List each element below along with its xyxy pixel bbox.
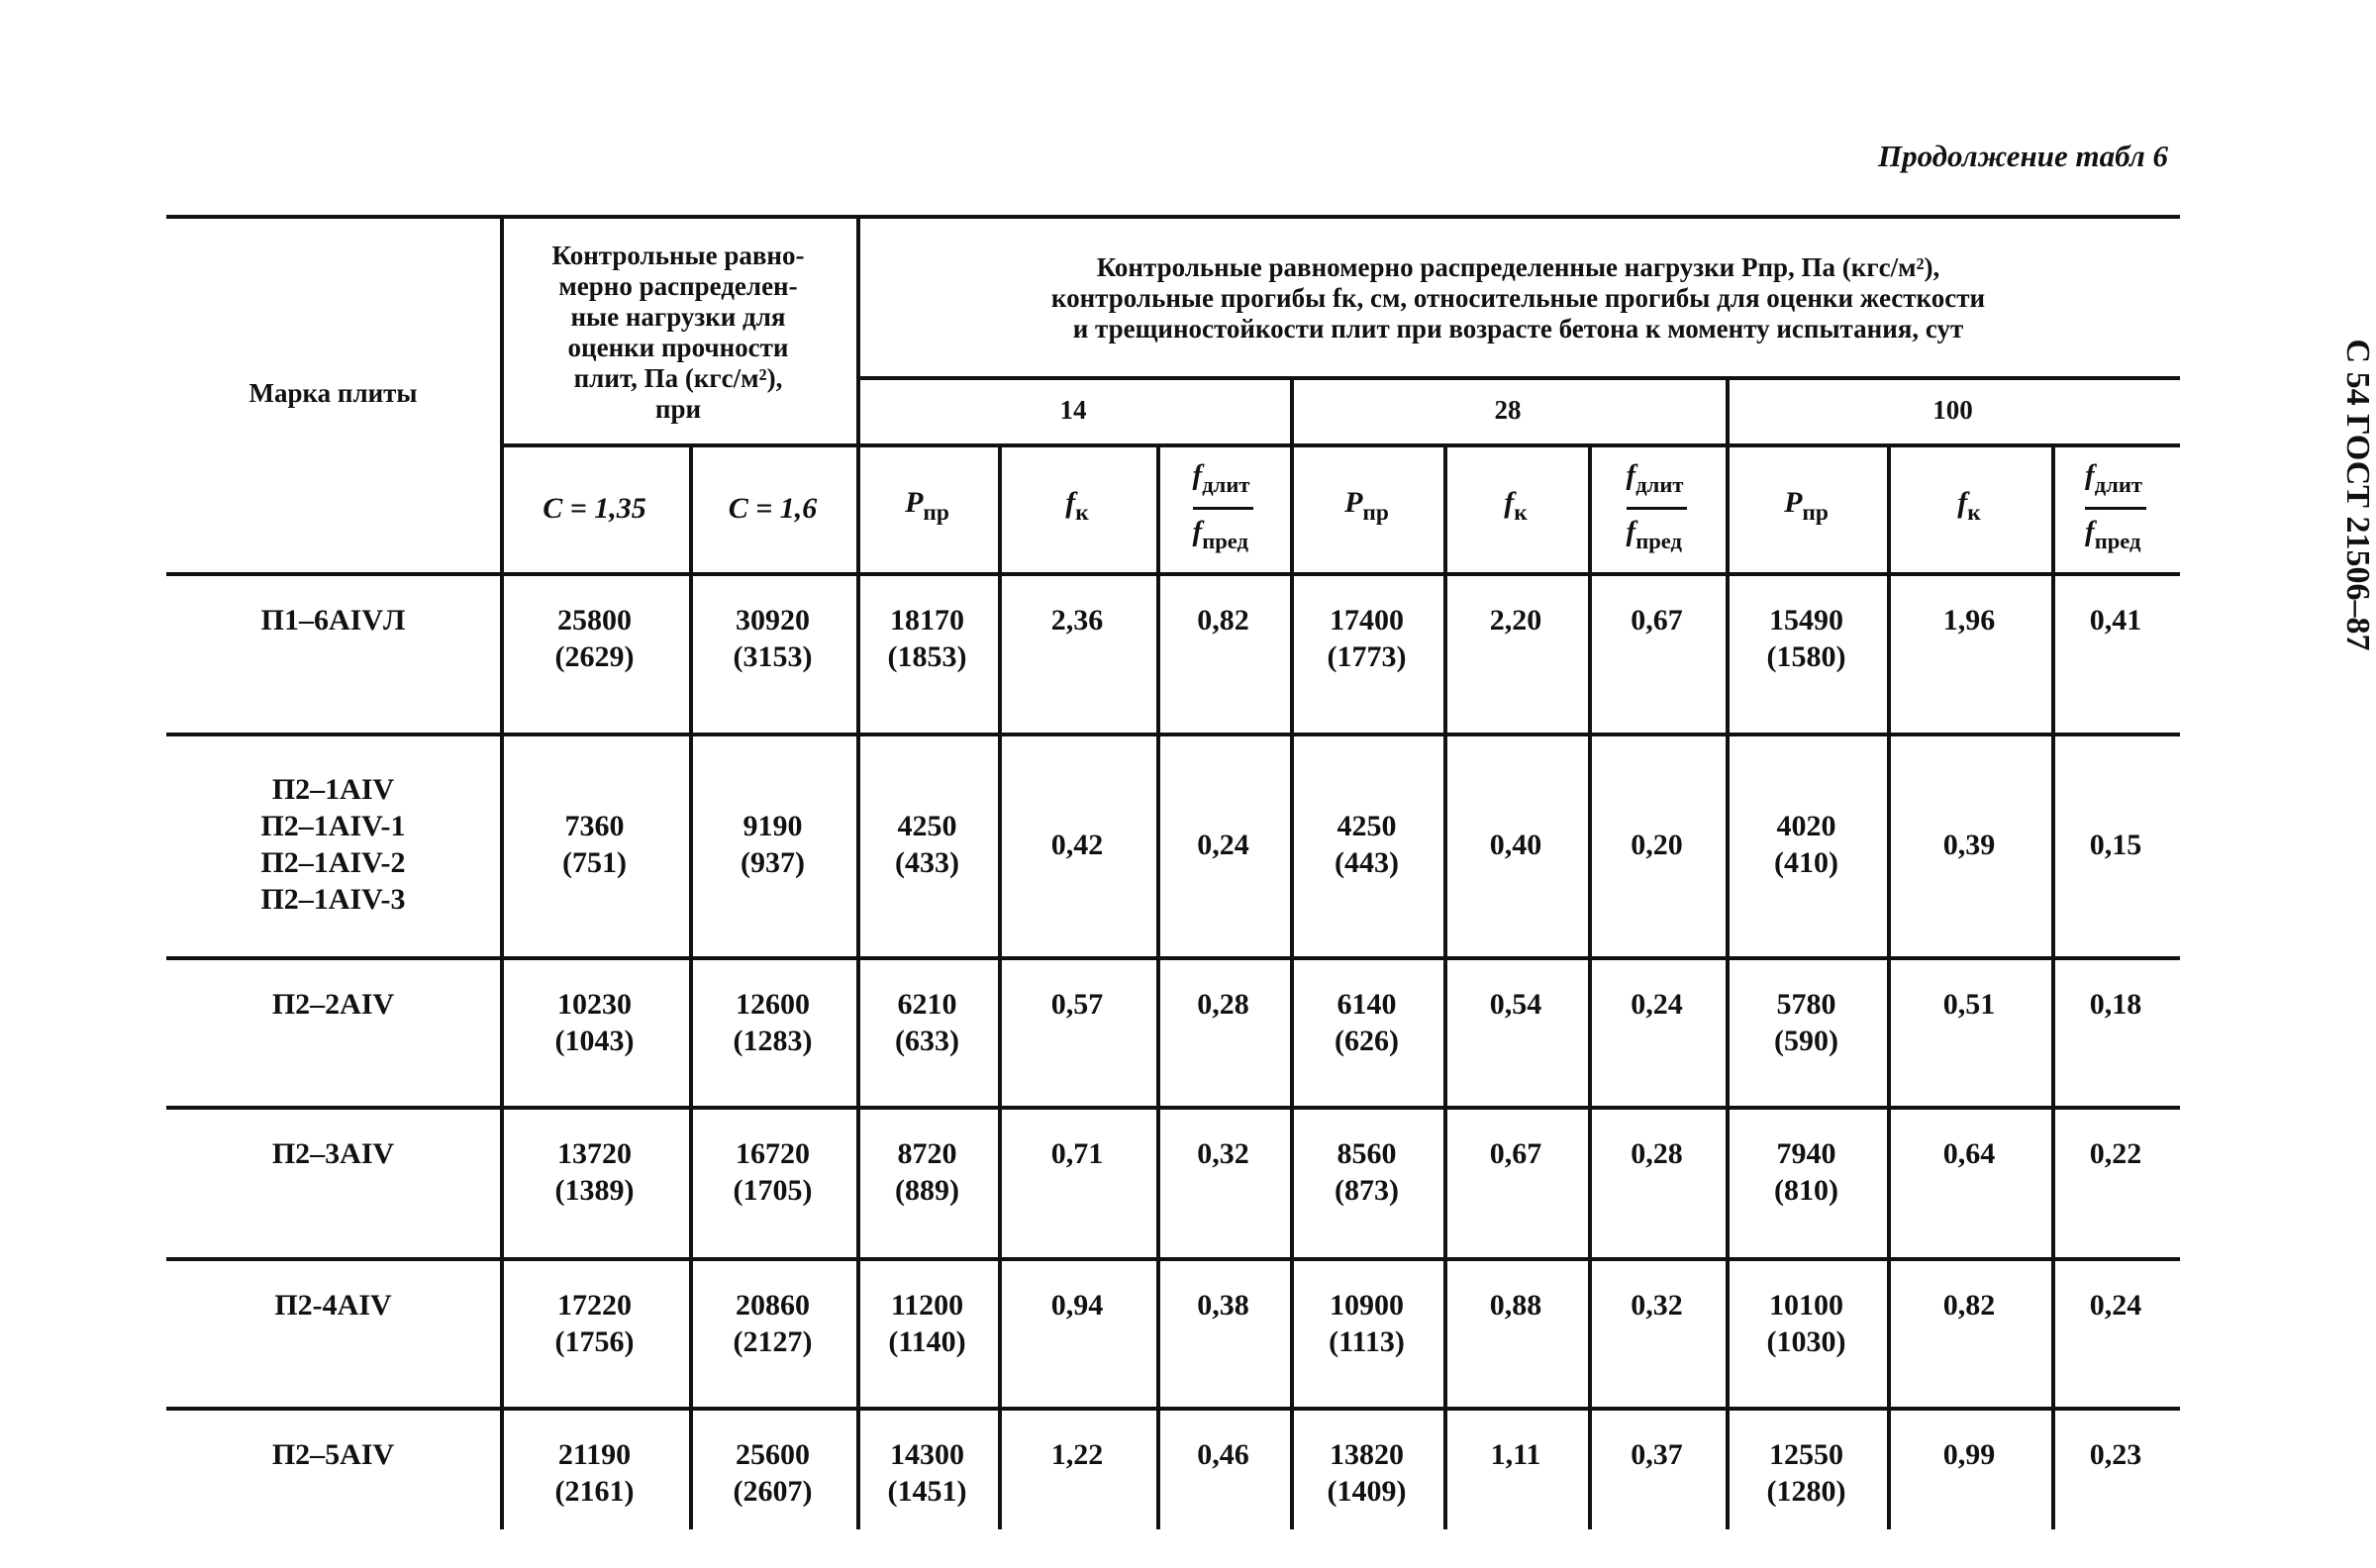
deflection-cell-value: 1,11 [1490, 1438, 1541, 1471]
p-load-cell-value: 4020 [1776, 810, 1836, 842]
relative-deflection-cell-value: 0,24 [2089, 1289, 2142, 1322]
p-load-cell-value: 17400 [1330, 604, 1404, 637]
deflection-cell [1887, 572, 2051, 733]
header-p-load [1290, 443, 1443, 572]
p-load-symbol-subscript: пр [1802, 500, 1829, 527]
p-load-cell-value: (1773) [1327, 640, 1407, 673]
load-c16-cell [689, 1257, 856, 1407]
load-c16-cell-value: (1283) [733, 1025, 813, 1057]
load-c135-cell-value: (2161) [554, 1475, 635, 1508]
header-strength-line: мерно распределен- [558, 270, 798, 301]
plate-mark: П2–5АIV [271, 1438, 395, 1471]
f-long-term-symbol-symbol: f [1626, 458, 1636, 491]
plate-mark: П2-4АIV [274, 1289, 392, 1322]
load-c16-cell-value: (2607) [733, 1475, 813, 1508]
load-c135-cell-value: 7360 [564, 810, 625, 842]
relative-deflection-cell [1156, 733, 1290, 956]
plate-mark: П1–6АIVЛ [260, 604, 406, 637]
deflection-cell [1443, 1407, 1588, 1529]
relative-deflection-cell [1588, 956, 1726, 1106]
p-load-cell-value: (1113) [1329, 1325, 1405, 1358]
f-deflection-symbol-subscript: к [1967, 500, 1981, 527]
relative-deflection-cell-value: 0,46 [1197, 1438, 1249, 1471]
f-long-term-symbol-symbol: f [1192, 458, 1203, 491]
deflection-cell [998, 1257, 1156, 1407]
fraction-denominator [1627, 510, 1686, 561]
load-c135-cell-value: (1043) [554, 1025, 635, 1057]
relative-deflection-cell [1588, 733, 1726, 956]
header-f-deflection [1443, 443, 1588, 572]
header-c-135 [500, 443, 689, 572]
header-rule [856, 376, 2180, 380]
p-load-cell [1290, 733, 1443, 956]
p-load-cell [856, 1407, 998, 1529]
p-load-cell-value: 11200 [890, 1289, 964, 1322]
deflection-cell-value: 0,40 [1489, 828, 1542, 861]
load-c16-cell-value: 12600 [736, 988, 810, 1021]
load-c16-cell-value: (2127) [733, 1325, 813, 1358]
load-c16-cell [689, 956, 856, 1106]
f-limit-symbol-subscript: пред [1635, 528, 1682, 553]
load-c135-cell-value: (1756) [554, 1325, 635, 1358]
deflection-cell [1887, 733, 2051, 956]
relative-deflection-cell [2051, 733, 2180, 956]
p-load-cell-value: (626) [1335, 1025, 1399, 1057]
p-load-symbol-subscript: пр [923, 500, 949, 527]
header-rule [500, 443, 2180, 447]
p-load-cell-value: 8560 [1336, 1137, 1397, 1170]
deflection-cell-value: 2,20 [1489, 604, 1542, 637]
relative-deflection-cell [1588, 1106, 1726, 1257]
f-limit-symbol-symbol: f [2085, 515, 2095, 547]
p-load-cell [1726, 1257, 1887, 1407]
p-load-symbol [1344, 484, 1389, 532]
header-bottom-rule [166, 572, 2180, 576]
load-c16-cell [689, 572, 856, 733]
f-deflection-symbol [1065, 484, 1088, 532]
p-load-cell-value: 6210 [897, 988, 957, 1021]
header-p-load [1726, 443, 1887, 572]
plate-mark: П2–2АIV [271, 988, 395, 1021]
load-c16-cell-value: 30920 [736, 604, 810, 637]
load-c16-cell-value: (3153) [733, 640, 813, 673]
p-load-cell-value: 7940 [1776, 1137, 1836, 1170]
f-deflection-symbol-subscript: к [1075, 500, 1089, 527]
load-c135-cell-value: 10230 [557, 988, 632, 1021]
load-c135-cell-value: (2629) [554, 640, 635, 673]
header-c-16-label: C = 1,6 [728, 491, 818, 525]
relative-deflection-cell-value: 0,28 [1631, 1137, 1683, 1170]
plate-mark: П2–1АIV-3 [260, 883, 406, 916]
header-loads-line: Контрольные равномерно распределенные нагрузки Pпр, Па (кгс/м²), [1096, 252, 1940, 282]
f-deflection-symbol-symbol: f [1957, 485, 1968, 519]
load-c135-cell [500, 572, 689, 733]
column-rule [856, 215, 860, 1529]
row-rule [166, 956, 2180, 960]
header-plate-mark [166, 215, 500, 572]
relative-deflection-cell [2051, 1106, 2180, 1257]
p-load-symbol [1784, 484, 1829, 532]
deflection-cell-value: 0,64 [1942, 1137, 1996, 1170]
deflection-cell [1443, 956, 1588, 1106]
relative-deflection-cell [2051, 572, 2180, 733]
p-load-cell-value: (1580) [1766, 640, 1846, 673]
relative-deflection-cell-value: 0,23 [2089, 1438, 2142, 1471]
load-c16-cell-value: 20860 [736, 1289, 810, 1322]
deflection-cell [1887, 1257, 2051, 1407]
relative-deflection-fraction [1627, 455, 1688, 561]
p-load-symbol-subscript: пр [1362, 500, 1389, 527]
column-rule [1156, 443, 1160, 1529]
load-c16-cell-value: 16720 [736, 1137, 810, 1170]
p-load-symbol-symbol: P [1784, 485, 1803, 519]
p-load-cell-value: (1451) [887, 1475, 967, 1508]
load-c135-cell-value: 17220 [557, 1289, 632, 1322]
p-load-symbol [905, 484, 949, 532]
p-load-cell [1290, 1106, 1443, 1257]
deflection-cell-value: 0,88 [1489, 1289, 1542, 1322]
deflection-cell [998, 572, 1156, 733]
deflection-cell [1443, 1106, 1588, 1257]
header-loads-line: и трещиностойкости плит при возрасте бетона к моменту испытания, сут [1072, 314, 1964, 343]
p-load-cell [1290, 1257, 1443, 1407]
f-deflection-symbol [1957, 484, 1980, 532]
plate-mark: П2–1АIV-2 [260, 846, 406, 879]
load-c135-cell-value: 25800 [557, 604, 632, 637]
relative-deflection-cell-value: 0,20 [1631, 828, 1683, 861]
column-rule [1443, 443, 1447, 1529]
p-load-cell-value: (443) [1335, 846, 1399, 879]
header-control-loads [856, 221, 2180, 376]
column-rule [500, 215, 504, 1529]
load-c135-cell-value: 21190 [557, 1438, 632, 1471]
p-load-cell [856, 1106, 998, 1257]
p-load-cell [1726, 1407, 1887, 1529]
plate-mark-cell [166, 1407, 500, 1529]
deflection-cell-value: 0,54 [1489, 988, 1542, 1021]
header-loads-line: контрольные прогибы fк, см, относительные прогибы для оценки жесткости [1050, 283, 1986, 313]
p-load-cell-value: (810) [1774, 1174, 1838, 1207]
deflection-cell [1887, 1407, 2051, 1529]
p-load-cell-value: (590) [1774, 1025, 1838, 1057]
p-load-cell-value: 10900 [1330, 1289, 1404, 1322]
load-c135-cell-value: 13720 [557, 1137, 632, 1170]
header-age-14 [856, 376, 1290, 443]
load-c16-cell [689, 733, 856, 956]
header-strength-line: при [654, 393, 702, 424]
p-load-cell-value: 4250 [897, 810, 957, 842]
relative-deflection-cell-value: 0,38 [1197, 1289, 1249, 1322]
header-f-deflection [998, 443, 1156, 572]
load-c135-cell-value: (1389) [554, 1174, 635, 1207]
deflection-cell-value: 1,22 [1050, 1438, 1104, 1471]
relative-deflection-cell-value: 0,28 [1197, 988, 1249, 1021]
relative-deflection-cell-value: 0,41 [2089, 604, 2142, 637]
load-c135-cell [500, 1257, 689, 1407]
f-limit-symbol [1192, 515, 1248, 553]
plate-mark-cell [166, 1257, 500, 1407]
header-relative-deflection [1588, 443, 1726, 572]
standard-page-code: С 54 ГОСТ 21506–87 [2339, 339, 2376, 651]
row-rule [166, 1257, 2180, 1261]
relative-deflection-cell-value: 0,24 [1631, 988, 1683, 1021]
header-relative-deflection [1156, 443, 1290, 572]
column-rule [1290, 376, 1294, 1529]
f-limit-symbol-subscript: пред [1202, 528, 1248, 553]
deflection-cell [1443, 733, 1588, 956]
fraction-numerator [2085, 455, 2146, 510]
p-load-cell [1726, 956, 1887, 1106]
header-p-load [856, 443, 998, 572]
row-rule [166, 1407, 2180, 1411]
deflection-cell-value: 0,67 [1489, 1137, 1542, 1170]
deflection-cell [1443, 1257, 1588, 1407]
p-load-cell-value: (633) [895, 1025, 959, 1057]
f-deflection-symbol [1504, 484, 1527, 532]
p-load-symbol-symbol: P [1344, 485, 1363, 519]
f-long-term-symbol [2085, 458, 2142, 497]
deflection-cell-value: 0,51 [1942, 988, 1996, 1021]
deflection-cell [1443, 572, 1588, 733]
relative-deflection-cell [2051, 956, 2180, 1106]
plate-mark-cell [166, 733, 500, 956]
header-strength-line: Контрольные равно- [551, 240, 805, 270]
f-limit-symbol-symbol: f [1192, 515, 1203, 547]
load-c16-cell-value: (1705) [733, 1174, 813, 1207]
load-c135-cell [500, 1106, 689, 1257]
deflection-cell-value: 0,71 [1050, 1137, 1104, 1170]
f-long-term-symbol-symbol: f [2085, 458, 2095, 491]
header-f-deflection [1887, 443, 2051, 572]
relative-deflection-cell-value: 0,22 [2089, 1137, 2142, 1170]
p-load-cell-value: 4250 [1336, 810, 1397, 842]
relative-deflection-cell-value: 0,15 [2089, 828, 2142, 861]
p-load-cell-value: (433) [895, 846, 959, 879]
load-c16-cell-value: 25600 [736, 1438, 810, 1471]
deflection-cell-value: 0,57 [1050, 988, 1104, 1021]
header-age-28 [1290, 376, 1726, 443]
row-rule [166, 1106, 2180, 1110]
relative-deflection-fraction [2085, 455, 2146, 561]
p-load-cell-value: (1280) [1766, 1475, 1846, 1508]
p-load-cell-value: 15490 [1769, 604, 1843, 637]
f-long-term-symbol-subscript: длит [1202, 471, 1250, 497]
deflection-cell [998, 1106, 1156, 1257]
deflection-cell [998, 956, 1156, 1106]
column-rule [1887, 443, 1891, 1529]
f-long-term-symbol-subscript: длит [2094, 471, 2142, 497]
p-load-cell-value: 18170 [890, 604, 964, 637]
deflection-cell-value: 0,42 [1050, 828, 1104, 861]
f-limit-symbol-symbol: f [1626, 515, 1636, 547]
f-deflection-symbol-symbol: f [1065, 485, 1076, 519]
fraction-numerator [1627, 455, 1688, 510]
plate-mark: П2–1АIV [271, 773, 395, 806]
p-load-cell [1726, 572, 1887, 733]
load-c16-cell [689, 1407, 856, 1529]
p-load-cell [1290, 572, 1443, 733]
deflection-cell-value: 0,94 [1050, 1289, 1104, 1322]
relative-deflection-cell [1588, 572, 1726, 733]
f-deflection-symbol-subscript: к [1514, 500, 1528, 527]
relative-deflection-cell-value: 0,32 [1631, 1289, 1683, 1322]
f-limit-symbol-subscript: пред [2094, 528, 2141, 553]
relative-deflection-cell-value: 0,18 [2089, 988, 2142, 1021]
relative-deflection-cell [1156, 956, 1290, 1106]
relative-deflection-cell-value: 0,32 [1197, 1137, 1249, 1170]
deflection-cell [998, 733, 1156, 956]
p-load-cell-value: (1409) [1327, 1475, 1407, 1508]
header-c-16 [689, 443, 856, 572]
deflection-cell-value: 0,39 [1942, 828, 1996, 861]
p-load-symbol-symbol: P [905, 485, 924, 519]
header-strength-line: плит, Па (кгс/м²), [573, 362, 783, 393]
p-load-cell-value: (1030) [1766, 1325, 1846, 1358]
header-strength-loads [500, 221, 856, 443]
f-limit-symbol [2085, 515, 2141, 553]
deflection-cell [1887, 1106, 2051, 1257]
plate-mark: П2–1АIV-1 [260, 810, 406, 842]
table-continuation-caption: Продолжение табл 6 [1877, 139, 2168, 173]
header-relative-deflection [2051, 443, 2180, 572]
relative-deflection-cell [1156, 1106, 1290, 1257]
relative-deflection-cell [1156, 572, 1290, 733]
header-strength-line: ные нагрузки для [570, 301, 786, 332]
p-load-cell [856, 572, 998, 733]
header-age-label: 28 [1494, 394, 1522, 425]
p-load-cell [1726, 1106, 1887, 1257]
load-c16-cell [689, 1106, 856, 1257]
p-load-cell [856, 1257, 998, 1407]
fraction-denominator [2085, 510, 2144, 561]
p-load-cell-value: 12550 [1769, 1438, 1843, 1471]
load-c135-cell [500, 956, 689, 1106]
fraction-numerator [1193, 455, 1254, 510]
f-long-term-symbol [1192, 458, 1250, 497]
deflection-cell-value: 1,96 [1942, 604, 1996, 637]
relative-deflection-fraction [1193, 455, 1254, 561]
relative-deflection-cell-value: 0,37 [1631, 1438, 1683, 1471]
p-load-cell-value: (410) [1774, 846, 1838, 879]
load-c16-cell-value: (937) [741, 846, 805, 879]
p-load-cell [1290, 1407, 1443, 1529]
load-c135-cell [500, 733, 689, 956]
p-load-cell-value: 13820 [1330, 1438, 1404, 1471]
header-c-135-label: C = 1,35 [543, 491, 646, 525]
p-load-cell [856, 733, 998, 956]
f-long-term-symbol-subscript: длит [1635, 471, 1684, 497]
p-load-cell-value: 6140 [1336, 988, 1397, 1021]
load-c135-cell-value: (751) [562, 846, 627, 879]
relative-deflection-cell-value: 0,82 [1197, 604, 1249, 637]
header-age-label: 14 [1059, 394, 1087, 425]
p-load-cell-value: 14300 [890, 1438, 964, 1471]
deflection-cell [1887, 956, 2051, 1106]
f-long-term-symbol [1626, 458, 1684, 497]
column-rule [689, 443, 693, 1529]
load-c16-cell-value: 9190 [742, 810, 803, 842]
p-load-cell [856, 956, 998, 1106]
header-strength-line: оценки прочности [567, 332, 789, 362]
p-load-cell-value: 5780 [1776, 988, 1836, 1021]
fraction-denominator [1193, 510, 1252, 561]
f-limit-symbol [1626, 515, 1682, 553]
p-load-cell-value: (1853) [887, 640, 967, 673]
p-load-cell [1726, 733, 1887, 956]
relative-deflection-cell-value: 0,24 [1197, 828, 1249, 861]
f-deflection-symbol-symbol: f [1504, 485, 1515, 519]
column-rule [998, 443, 1002, 1529]
p-load-cell-value: (889) [895, 1174, 959, 1207]
relative-deflection-cell [2051, 1407, 2180, 1529]
relative-deflection-cell-value: 0,67 [1631, 604, 1683, 637]
plate-mark: П2–3АIV [271, 1137, 395, 1170]
row-rule [166, 733, 2180, 736]
deflection-cell-value: 0,99 [1942, 1438, 1996, 1471]
p-load-cell-value: (873) [1335, 1174, 1399, 1207]
plate-mark-cell [166, 1106, 500, 1257]
column-rule [1588, 443, 1592, 1529]
header-age-100 [1726, 376, 2180, 443]
relative-deflection-cell [1588, 1257, 1726, 1407]
header-plate-mark-text: Марка плиты [248, 378, 418, 408]
p-load-cell [1290, 956, 1443, 1106]
plate-mark-cell [166, 572, 500, 733]
relative-deflection-cell [1588, 1407, 1726, 1529]
deflection-cell-value: 0,82 [1942, 1289, 1996, 1322]
table-top-rule [166, 215, 2180, 219]
column-rule [2051, 443, 2055, 1529]
p-load-cell-value: 8720 [897, 1137, 957, 1170]
plate-mark-cell [166, 956, 500, 1106]
header-age-label: 100 [1932, 394, 1973, 425]
relative-deflection-cell [2051, 1257, 2180, 1407]
load-c135-cell [500, 1407, 689, 1529]
relative-deflection-cell [1156, 1257, 1290, 1407]
relative-deflection-cell [1156, 1407, 1290, 1529]
deflection-cell [998, 1407, 1156, 1529]
p-load-cell-value: 10100 [1769, 1289, 1843, 1322]
p-load-cell-value: (1140) [888, 1325, 966, 1358]
column-rule [1726, 376, 1730, 1529]
deflection-cell-value: 2,36 [1050, 604, 1104, 637]
